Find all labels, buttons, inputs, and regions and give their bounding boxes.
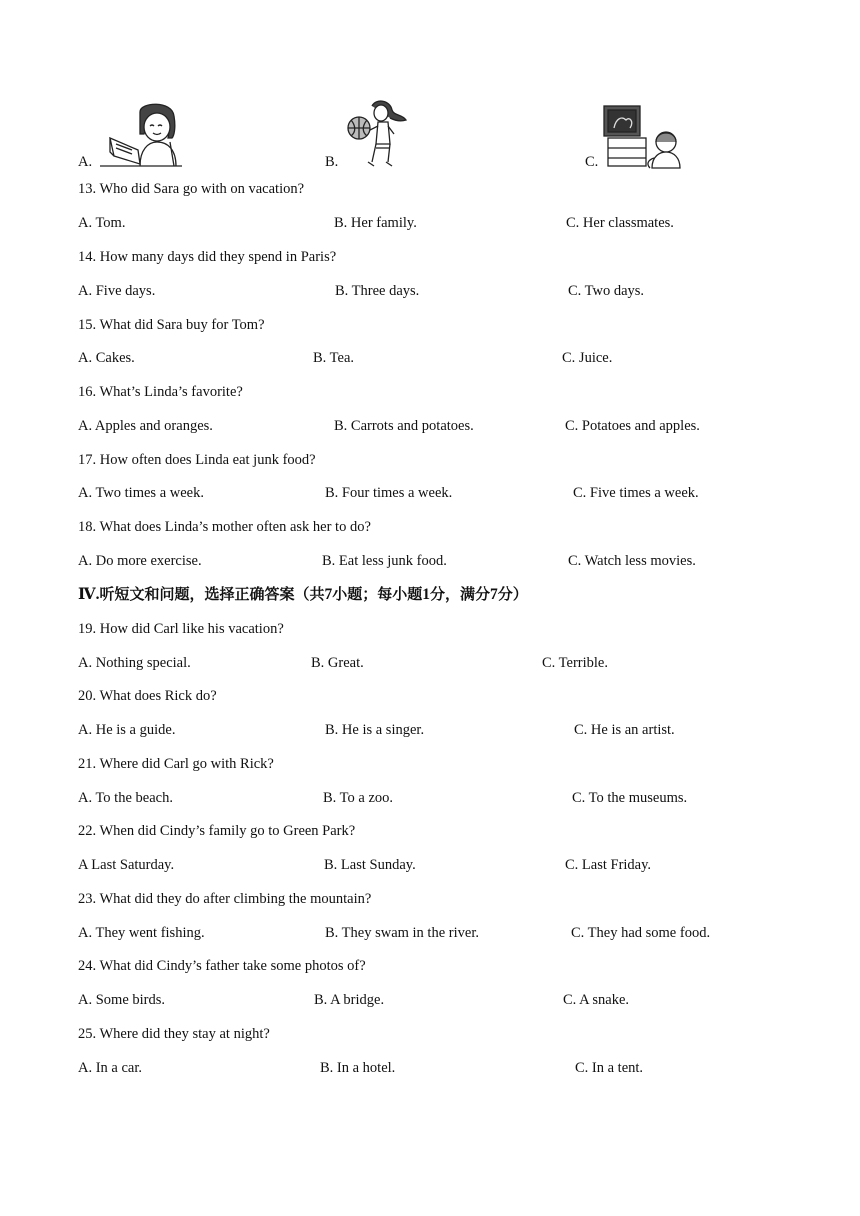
option-24-b: B. A bridge. — [314, 992, 385, 1008]
child-watching-tv-icon — [600, 102, 684, 170]
option-19-b: B. Great. — [311, 655, 364, 671]
option-25-a: A. In a car. — [78, 1060, 143, 1076]
option-14-b: B. Three days. — [335, 283, 420, 299]
option-16-a: A. Apples and oranges. — [78, 418, 213, 434]
section-numeral: Ⅳ. — [78, 586, 100, 603]
option-13-c: C. Her classmates. — [566, 215, 674, 231]
option-16-b: B. Carrots and potatoes. — [334, 418, 474, 434]
option-19-a: A. Nothing special. — [78, 655, 191, 671]
option-17-a: A. Two times a week. — [78, 485, 204, 501]
option-15-b: B. Tea. — [313, 350, 355, 366]
option-22-c: C. Last Friday. — [565, 857, 652, 873]
option-19-c: C. Terrible. — [542, 655, 608, 671]
question-13: 13. Who did Sara go with on vacation? — [78, 181, 305, 197]
question-15: 15. What did Sara buy for Tom? — [78, 317, 265, 333]
option-22-a: A Last Saturday. — [78, 857, 175, 873]
question-20: 20. What does Rick do? — [78, 688, 217, 704]
option-17-c: C. Five times a week. — [573, 485, 699, 501]
option-18-a: A. Do more exercise. — [78, 553, 202, 569]
question-25: 25. Where did they stay at night? — [78, 1026, 270, 1042]
option-21-c: C. To the museums. — [572, 790, 688, 806]
option-24-a: A. Some birds. — [78, 992, 165, 1008]
option-15-a: A. Cakes. — [78, 350, 135, 366]
question-23: 23. What did they do after climbing the mountain? — [78, 891, 372, 907]
option-24-c: C. A snake. — [563, 992, 630, 1008]
question-16: 16. What’s Linda’s favorite? — [78, 384, 243, 400]
option-15-c: C. Juice. — [562, 350, 613, 366]
picture-option-b-label: B. — [325, 154, 339, 170]
picture-option-a-label: A. — [78, 154, 93, 170]
option-14-c: C. Two days. — [568, 283, 645, 299]
option-16-c: C. Potatoes and apples. — [565, 418, 700, 434]
option-25-b: B. In a hotel. — [320, 1060, 396, 1076]
section-title: 听短文和问题，选择正确答案（共 — [99, 585, 325, 603]
question-18: 18. What does Linda’s mother often ask her to do? — [78, 519, 371, 535]
option-13-b: B. Her family. — [334, 215, 417, 231]
option-23-b: B. They swam in the river. — [325, 925, 479, 941]
option-22-b: B. Last Sunday. — [324, 857, 416, 873]
section-text-1: 小题；每小题 — [332, 585, 423, 603]
question-14: 14. How many days did they spend in Paris? — [78, 249, 337, 265]
section-total: 7 — [490, 586, 498, 603]
option-20-b: B. He is a singer. — [325, 722, 425, 738]
question-24: 24. What did Cindy’s father take some photos of? — [78, 958, 366, 974]
section-each: 1 — [422, 586, 430, 603]
option-23-a: A. They went fishing. — [78, 925, 205, 941]
option-13-a: A. Tom. — [78, 215, 126, 231]
option-18-b: B. Eat less junk food. — [322, 553, 447, 569]
section-heading — [78, 585, 528, 604]
option-25-c: C. In a tent. — [575, 1060, 644, 1076]
option-18-c: C. Watch less movies. — [568, 553, 696, 569]
option-23-c: C. They had some food. — [571, 925, 711, 941]
question-17: 17. How often does Linda eat junk food? — [78, 452, 316, 468]
section-count: 7 — [324, 586, 333, 603]
girl-reading-book-icon — [100, 102, 182, 168]
option-21-b: B. To a zoo. — [323, 790, 394, 806]
option-21-a: A. To the beach. — [78, 790, 173, 806]
option-14-a: A. Five days. — [78, 283, 156, 299]
girl-playing-basketball-icon — [344, 100, 408, 170]
section-text-end: 分） — [497, 585, 528, 603]
question-21: 21. Where did Carl go with Rick? — [78, 756, 274, 772]
option-20-a: A. He is a guide. — [78, 722, 176, 738]
question-22: 22. When did Cindy’s family go to Green Park? — [78, 823, 356, 839]
option-20-c: C. He is an artist. — [574, 722, 675, 738]
picture-option-c-label: C. — [585, 154, 599, 170]
option-17-b: B. Four times a week. — [325, 485, 453, 501]
section-text-2: 分，满分 — [430, 585, 491, 603]
question-19: 19. How did Carl like his vacation? — [78, 621, 284, 637]
